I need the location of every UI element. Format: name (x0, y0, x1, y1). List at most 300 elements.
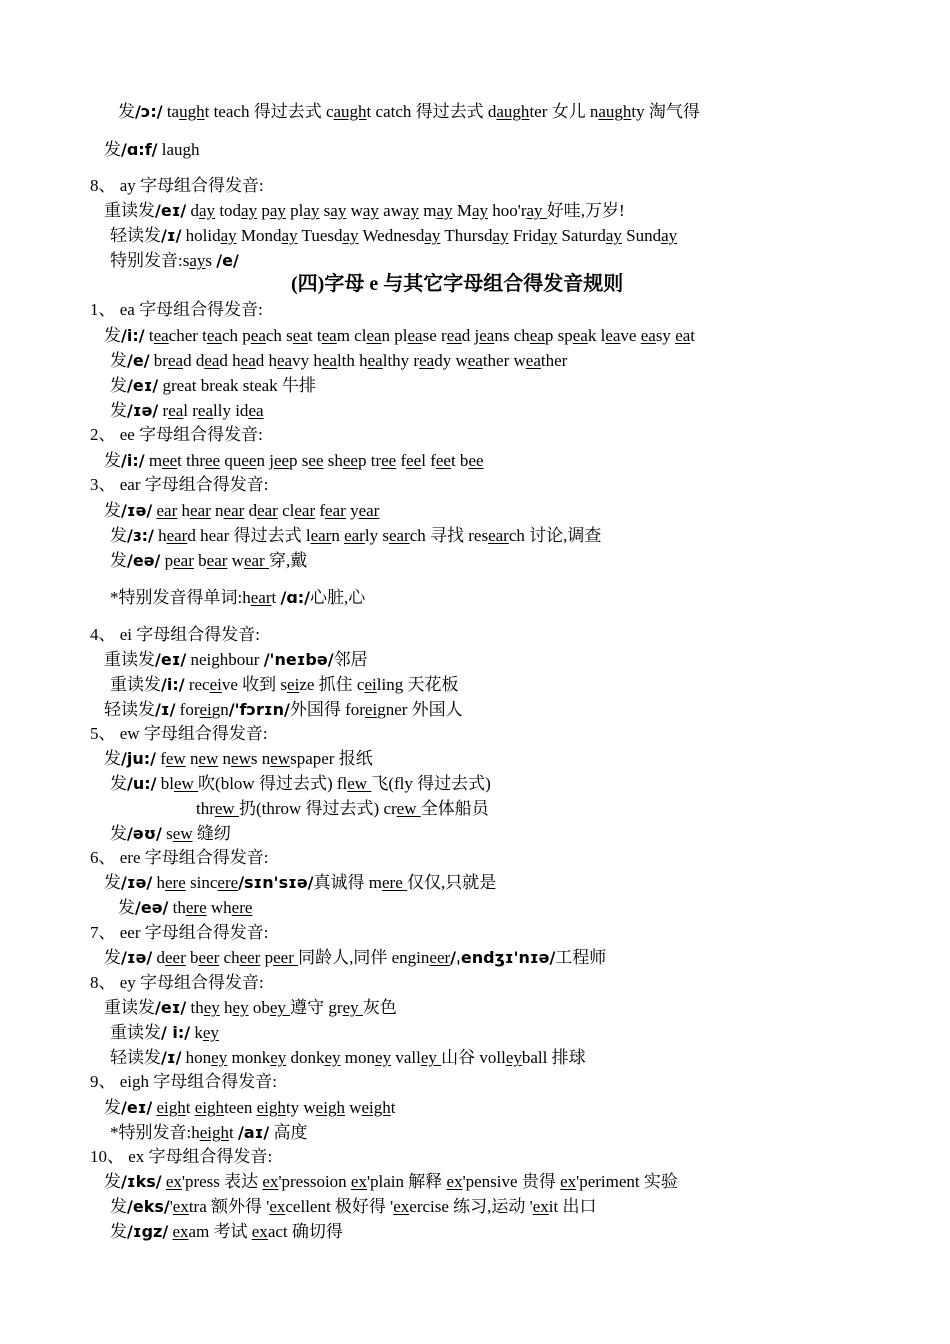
text-segment: 重读发 (104, 998, 155, 1017)
underlined-letters: ea (572, 326, 588, 345)
underlined-letters: ere (185, 898, 207, 917)
text-segment: vy h (292, 351, 322, 370)
phonetic-symbol: /sɪn'sɪə/ (238, 873, 314, 892)
text-segment: d h (219, 351, 241, 370)
underlined-letters: ew (198, 749, 219, 768)
underlined-letters: ei (287, 675, 300, 694)
example-line (104, 1171, 678, 1193)
text-segment: hoo'r (488, 201, 527, 220)
example-line (118, 897, 252, 919)
text-segment: 发 (104, 873, 121, 892)
text-segment: s (161, 824, 173, 843)
example-line (196, 798, 489, 820)
text-segment: lth h (336, 351, 368, 370)
text-segment: 发 (104, 326, 121, 345)
text-segment: f (315, 501, 326, 520)
phonetic-symbol: /i:/ (161, 675, 185, 694)
text-segment: 5、 ew 字母组合得发音: (90, 724, 268, 743)
text-segment: rec (184, 675, 210, 694)
text-segment: b (185, 948, 199, 967)
underlined-letters: ey (203, 998, 220, 1017)
example-line (104, 997, 397, 1019)
text-segment: 全体船员 (420, 799, 489, 818)
text-segment: 'periment 实验 (576, 1172, 678, 1191)
text-segment: 发 (104, 451, 121, 470)
example-line (110, 525, 601, 547)
rule-item-heading (90, 175, 264, 197)
underlined-letters: ear (250, 588, 272, 607)
text-segment: p (260, 948, 274, 967)
text-segment: spaper 报纸 (290, 749, 373, 768)
underlined-letters: ear (206, 551, 228, 570)
rule-item-heading (90, 972, 264, 994)
underlined-letters: ey (211, 1048, 228, 1067)
underlined-letters: ear (223, 501, 245, 520)
rule-item-heading (90, 424, 263, 446)
underlined-letters: ear (156, 501, 178, 520)
underlined-letters: ew (347, 774, 372, 793)
phonetic-symbol: /ɪə/ (121, 501, 153, 520)
underlined-letters: ay (403, 201, 420, 220)
text-segment: d h (255, 351, 277, 370)
underlined-letters: ee (468, 451, 484, 470)
rule-item-heading (90, 922, 268, 944)
text-segment: 8、 ay 字母组合得发音: (90, 176, 264, 195)
underlined-letters: ei (199, 700, 212, 719)
text-segment: 重读发 (104, 201, 155, 220)
text-segment: sy (655, 326, 676, 345)
text-segment: sinc (185, 873, 218, 892)
text-segment: 7、 eer 字母组合得发音: (90, 923, 269, 942)
underlined-letters: ew (172, 824, 193, 843)
phonetic-symbol: /ɪə/ (121, 948, 153, 967)
underlined-letters: ear (488, 526, 509, 545)
underlined-letters: eigh (199, 1123, 230, 1142)
underlined-letters: eer (165, 948, 186, 967)
underlined-letters: ei (364, 675, 377, 694)
underlined-letters: ew (173, 774, 199, 793)
underlined-letters: ea (240, 351, 256, 370)
text-segment: t (144, 326, 154, 345)
underlined-letters: ee (273, 451, 290, 470)
text-segment: k (190, 1023, 203, 1042)
text-segment: 发 (104, 1172, 121, 1191)
text-segment: br (149, 351, 168, 370)
text-segment: ball 排球 (521, 1048, 586, 1067)
underlined-letters: ere (217, 873, 239, 892)
example-line (110, 1022, 219, 1044)
underlined-letters: ugh (179, 102, 205, 121)
underlined-letters: ey (232, 998, 249, 1017)
underlined-letters: eer (239, 948, 261, 967)
example-line (110, 1196, 597, 1218)
underlined-letters: ear (173, 551, 194, 570)
underlined-letters: ea (321, 326, 337, 345)
text-segment: 邻居 (333, 650, 368, 669)
text-segment: *特别发音:h (110, 1123, 200, 1142)
phonetic-symbol: /ɑ:/ (280, 588, 311, 607)
underlined-letters: ee (406, 451, 422, 470)
underlined-letters: ew (231, 749, 251, 768)
text-segment: M (452, 201, 472, 220)
text-segment: it 出口 (548, 1197, 597, 1216)
text-segment: 9、 eigh 字母组合得发音: (90, 1072, 277, 1091)
text-segment: cellent 极好得 ' (285, 1197, 394, 1216)
underlined-letters: ea (250, 326, 266, 345)
text-segment: 好哇,万岁! (546, 201, 625, 220)
text-segment: m (144, 451, 163, 470)
underlined-letters: ex (165, 1172, 182, 1191)
text-segment: 工程师 (555, 948, 607, 967)
text-segment: 10、 ex 字母组合得发音: (90, 1147, 273, 1166)
text-segment: Saturd (557, 226, 606, 245)
text-segment: 发 (104, 501, 121, 520)
text-segment: 灰色 (362, 998, 397, 1017)
text-segment: wh (206, 898, 232, 917)
underlined-letters: augh (333, 102, 367, 121)
phonetic-symbol: /ɪ/ (155, 700, 176, 719)
phonetic-symbol: /ɪ/ (161, 1048, 182, 1067)
underlined-letters: ex (532, 1197, 549, 1216)
underlined-letters: ay (541, 226, 558, 245)
underlined-letters: ay (241, 201, 258, 220)
phonetic-symbol: /ˌendʒɪ'nɪə/ (450, 948, 556, 967)
text-segment: m cl (336, 326, 367, 345)
text-segment: 发 (110, 401, 127, 420)
underlined-letters: ear (257, 501, 278, 520)
underlined-letters: ee (162, 451, 178, 470)
text-segment: 'press 表达 (181, 1172, 263, 1191)
text-segment: h (177, 501, 191, 520)
underlined-letters: ear (344, 526, 365, 545)
underlined-letters: ex (560, 1172, 577, 1191)
example-line (110, 823, 231, 845)
text-segment: Thursd (440, 226, 493, 245)
text-segment: t catch 得过去式 d (366, 102, 497, 121)
text-segment: gn (211, 700, 229, 719)
text-segment: Frid (508, 226, 542, 245)
example-line (110, 375, 316, 397)
text-segment: 发 (110, 551, 127, 570)
text-segment: ob (248, 998, 270, 1017)
text-segment: 特别发音:s (110, 251, 190, 270)
underlined-letters: eer (198, 948, 220, 967)
example-line (110, 550, 307, 572)
underlined-letters: ex (350, 1172, 367, 1191)
text-segment: t teach 得过去式 c (204, 102, 334, 121)
phonetic-symbol: /ju:/ (121, 749, 156, 768)
underlined-letters: ay (436, 201, 453, 220)
underlined-letters: ea (419, 351, 435, 370)
underlined-letters: ey (324, 1048, 341, 1067)
text-segment: 外国得 for (289, 700, 365, 719)
underlined-letters: ea (479, 326, 495, 345)
text-segment: ' (169, 1197, 173, 1216)
text-segment: 发 (110, 376, 127, 395)
text-segment: 发 (104, 1098, 121, 1117)
text-segment: 同龄人,同伴 engin (298, 948, 430, 967)
rule-item-heading (90, 723, 268, 745)
phonetic-symbol: / i:/ (161, 1023, 191, 1042)
text-segment: b (193, 551, 207, 570)
underlined-letters: ear (310, 526, 332, 545)
phonetic-symbol: /e/ (127, 351, 150, 370)
example-line (110, 225, 677, 247)
phonetic-symbol: /i:/ (121, 326, 145, 345)
underlined-letters: ey (269, 998, 291, 1017)
underlined-letters: ay (281, 226, 298, 245)
text-segment: 重读发 (110, 1023, 161, 1042)
underlined-letters: ea (605, 326, 621, 345)
phonetic-symbol: /eɪ/ (127, 376, 159, 395)
underlined-letters: ea (197, 401, 214, 420)
text-segment: t thr (177, 451, 206, 470)
underlined-letters: eigh (256, 1098, 286, 1117)
text-segment: m (419, 201, 437, 220)
rule-item-heading (90, 474, 268, 496)
text-segment: mon (340, 1048, 376, 1067)
text-segment: r (158, 401, 169, 420)
underlined-letters: ay (605, 226, 622, 245)
text-segment: y (345, 501, 359, 520)
text-segment: aw (378, 201, 403, 220)
text-segment: f (396, 451, 407, 470)
text-segment: 发 (110, 351, 127, 370)
text-segment: ther w (482, 351, 526, 370)
text-segment: vall (391, 1048, 421, 1067)
text-segment: t (390, 1098, 396, 1117)
text-segment: ly s (364, 526, 389, 545)
text-segment: 发 (104, 948, 121, 967)
text-segment: ve (620, 326, 641, 345)
text-segment: lthy r (382, 351, 420, 370)
text-segment: 轻读发 (110, 226, 161, 245)
text-segment: ve 收到 s (221, 675, 288, 694)
example-line (104, 200, 625, 222)
underlined-letters: ea (467, 351, 483, 370)
text-segment: d d (183, 351, 205, 370)
text-segment: d hear 得过去式 l (187, 526, 311, 545)
underlined-letters: ew (214, 799, 239, 818)
underlined-letters: ea (153, 326, 169, 345)
underlined-letters: ex (172, 1222, 189, 1241)
text-segment: 缝纫 (192, 824, 231, 843)
underlined-letters: ere (231, 898, 253, 917)
text-segment: 发 (110, 1197, 127, 1216)
phonetic-symbol: /eə/ (135, 898, 169, 917)
text-segment: 轻读发 (104, 700, 155, 719)
text-segment: l r (183, 401, 198, 420)
example-line (110, 1221, 343, 1243)
text-segment: p tr (357, 451, 382, 470)
underlined-letters: ea (525, 351, 541, 370)
underlined-letters: ea (446, 326, 462, 345)
underlined-letters: ex (172, 1197, 189, 1216)
underlined-letters: ew (270, 749, 291, 768)
underlined-letters: ex (393, 1197, 410, 1216)
phonetic-symbol: /ɑ:f/ (121, 140, 158, 159)
phonetic-symbol: /'neɪbə/ (263, 650, 334, 669)
text-segment: dy w (434, 351, 468, 370)
underlined-letters: ea (248, 401, 264, 420)
text-segment: 发 (104, 749, 121, 768)
underlined-letters: ea (407, 326, 423, 345)
text-segment: th (168, 898, 186, 917)
rule-item-heading (90, 1146, 272, 1168)
text-segment: 2、 ee 字母组合得发音: (90, 425, 263, 444)
example-line (118, 101, 700, 123)
underlined-letters: ea (168, 401, 184, 420)
text-segment: bl (156, 774, 174, 793)
text-segment: t (229, 1123, 238, 1142)
underlined-letters: ear (166, 526, 188, 545)
example-line (104, 325, 695, 347)
text-segment: t t (307, 326, 322, 345)
text-segment: ns ch (494, 326, 530, 345)
underlined-letters: ea (277, 351, 293, 370)
underlined-letters: ee (308, 451, 324, 470)
text-segment: tod (215, 201, 242, 220)
phonetic-symbol: /ɜ:/ (127, 526, 154, 545)
text-segment: ch (219, 948, 240, 967)
text-segment: th (186, 998, 204, 1017)
text-segment: 飞(fly 得过去式) (371, 774, 491, 793)
text-segment: w (227, 551, 244, 570)
underlined-letters: ey (342, 998, 363, 1017)
phonetic-symbol: /ɪgz/ (127, 1222, 169, 1241)
underlined-letters: ew (165, 749, 186, 768)
phonetic-symbol: /ɪ/ (161, 226, 182, 245)
underlined-letters: ay (330, 201, 347, 220)
underlined-letters: ear (325, 501, 346, 520)
text-segment: ther (540, 351, 568, 370)
text-segment: monk (227, 1048, 271, 1067)
text-segment: f (155, 749, 166, 768)
example-line (110, 1047, 586, 1069)
phonetic-symbol: /eɪ/ (155, 998, 187, 1017)
phonetic-symbol: /e/ (216, 251, 239, 270)
text-segment: 3、 ear 字母组合得发音: (90, 475, 269, 494)
text-segment: 真诚得 m (313, 873, 382, 892)
text-segment: ercise 练习,运动 ' (409, 1197, 533, 1216)
text-segment: 'pensive 贵得 (462, 1172, 561, 1191)
example-line (104, 872, 496, 894)
text-segment: 8、 ey 字母组合得发音: (90, 973, 264, 992)
text-segment: sh (323, 451, 343, 470)
underlined-letters: ay (661, 226, 678, 245)
underlined-letters: ey (202, 1023, 219, 1042)
example-line (104, 649, 368, 671)
text-segment: act 确切得 (267, 1222, 343, 1241)
text-segment: s (319, 201, 331, 220)
underlined-letters: ay (424, 226, 441, 245)
text-segment: 发 (110, 1222, 127, 1241)
example-line (110, 400, 264, 422)
example-line (110, 250, 239, 272)
text-segment: s (205, 251, 217, 270)
phonetic-symbol: /eɪ/ (121, 1098, 153, 1117)
underlined-letters: ay (526, 201, 547, 220)
text-segment: (四)字母 e 与其它字母组合得发音规则 (291, 273, 624, 295)
example-line (104, 450, 484, 472)
text-segment: w (346, 201, 363, 220)
underlined-letters: ee (435, 451, 451, 470)
phonetic-symbol: /ɪks/ (121, 1172, 162, 1191)
underlined-letters: ay (362, 201, 379, 220)
example-line (110, 674, 458, 696)
text-segment: 遵守 gr (290, 998, 343, 1017)
underlined-letters: ay (303, 201, 320, 220)
text-segment: n pl (381, 326, 408, 345)
text-segment: s n (250, 749, 271, 768)
underlined-letters: ea (367, 351, 383, 370)
text-segment: for (175, 700, 200, 719)
underlined-letters: ea (675, 326, 691, 345)
text-segment: d (244, 501, 258, 520)
text-segment: cher t (168, 326, 207, 345)
text-segment: l f (421, 451, 436, 470)
underlined-letters: eer (273, 948, 299, 967)
text-segment: donk (286, 1048, 325, 1067)
text-segment: 穿,戴 (268, 551, 308, 570)
text-segment: great break steak 牛排 (158, 376, 316, 395)
underlined-letters: eer (429, 948, 451, 967)
text-segment: 发 (110, 774, 127, 793)
underlined-letters: ear (358, 501, 380, 520)
phonetic-symbol: /əʊ/ (127, 824, 162, 843)
text-segment: w (344, 1098, 362, 1117)
underlined-letters: ay (189, 251, 206, 270)
example-line (104, 748, 373, 770)
underlined-letters: ex (269, 1197, 286, 1216)
underlined-letters: ay (199, 201, 216, 220)
text-segment: Tuesd (297, 226, 343, 245)
text-segment: t (271, 588, 281, 607)
rule-item-heading (90, 847, 268, 869)
underlined-letters: ex (251, 1222, 268, 1241)
example-line (110, 350, 567, 372)
underlined-letters: ay (471, 201, 488, 220)
underlined-letters: augh (598, 102, 632, 121)
text-segment: *特别发音得单词:h (110, 588, 251, 607)
text-segment: d (152, 948, 166, 967)
text-segment: 'plain 解释 (366, 1172, 447, 1191)
text-segment: 山谷 voll (441, 1048, 506, 1067)
text-segment: 扔(throw 得过去式) cr (238, 799, 397, 818)
text-segment: n (210, 501, 224, 520)
phonetic-symbol: /eɪ/ (155, 650, 187, 669)
phonetic-symbol: /eks/ (127, 1197, 170, 1216)
text-segment: n (331, 526, 345, 545)
text-segment: ter 女儿 n (529, 102, 599, 121)
phonetic-symbol: /eɪ/ (155, 201, 187, 220)
text-segment: d j (461, 326, 480, 345)
text-segment: Wednesd (358, 226, 425, 245)
text-segment: ch 讨论,调查 (508, 526, 602, 545)
text-segment: lly id (213, 401, 249, 420)
underlined-letters: ee (205, 451, 221, 470)
text-segment: 吹(blow 得过去式) fl (198, 774, 348, 793)
underlined-letters: ea (640, 326, 656, 345)
text-segment: n j (256, 451, 274, 470)
underlined-letters: ee (342, 451, 358, 470)
text-segment: h (219, 998, 233, 1017)
text-segment: pl (285, 201, 304, 220)
text-segment: 4、 ei 字母组合得发音: (90, 625, 260, 644)
underlined-letters: ear (243, 551, 269, 570)
underlined-letters: eigh (156, 1098, 186, 1117)
text-segment: teen (224, 1098, 257, 1117)
